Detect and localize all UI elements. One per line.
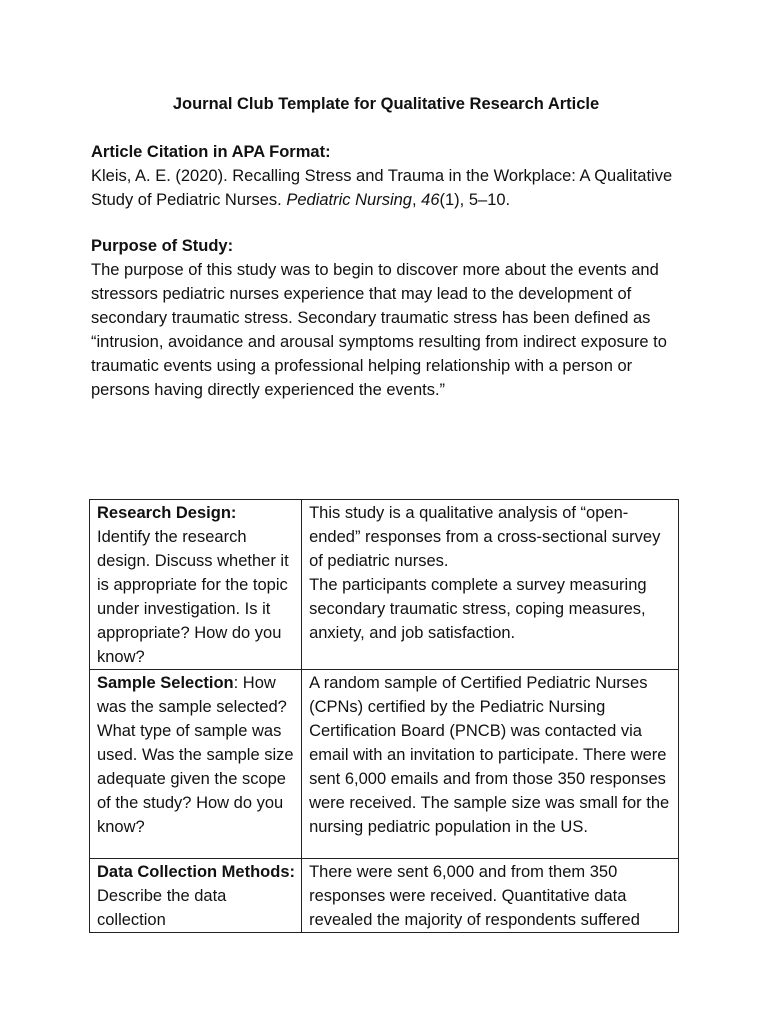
research-design-prompt: Identify the research design. Discuss whether it is appropriate for the topic under investigation. Is it appropriate? How do you know? [97, 528, 289, 666]
citation-journal: Pediatric Nursing [286, 191, 412, 209]
sample-selection-label: Sample Selection [97, 674, 234, 692]
citation-issue-pages: (1), 5–10. [439, 191, 511, 209]
data-collection-label-cell [90, 859, 302, 933]
research-design-answer-1: This study is a qualitative analysis of “open-ended” responses from a cross-sectional survey of pediatric nurses. [309, 504, 661, 570]
table-row [90, 859, 679, 933]
sample-selection-label-cell [90, 670, 302, 859]
research-design-label: Research Design: [97, 504, 237, 522]
data-collection-label: Data Collection Methods: [97, 863, 296, 881]
citation-heading: Article Citation in APA Format: [91, 143, 331, 161]
table-row [90, 670, 679, 859]
purpose-text: The purpose of this study was to begin to discover more about the events and stressors pediatric nurses experience that may lead to the development of secondary traumatic stress. Secondary traumatic stress has been defined as “intrusion, avoidance and arousal symptoms resulting from indirect exposure to traumatic events using a professional helping relationship with a person or persons having directly experienced the events.” [91, 261, 667, 399]
research-design-label-cell [90, 500, 302, 670]
document-page [91, 92, 681, 424]
research-design-answer-cell [302, 500, 679, 670]
data-collection-answer-cell [302, 859, 679, 933]
purpose-section [91, 234, 681, 402]
journal-club-table [89, 499, 679, 933]
sample-selection-answer: A random sample of Certified Pediatric Nurses (CPNs) certified by the Pediatric Nursing Certification Board (PNCB) was contacted via email with an invitation to participate. There were sent 6,000 emails and from those 350 responses were received. The sample size was small for the nursing pediatric population in the US. [309, 674, 670, 836]
citation-section [91, 140, 681, 212]
citation-volume: 46 [421, 191, 440, 209]
sample-selection-prompt: : How was the sample selected? What type of sample was used. Was the sample size adequate given the scope of the study? How do you know? [97, 674, 294, 836]
research-design-answer-2: The participants complete a survey measuring secondary traumatic stress, coping measures, anxiety, and job satisfaction. [309, 576, 647, 642]
sample-selection-answer-cell [302, 670, 679, 859]
data-collection-answer: There were sent 6,000 and from them 350 responses were received. Quantitative data revealed the majority of respondents suffered [309, 863, 640, 929]
citation-authors-title: Kleis, A. E. (2020). Recalling Stress and Trauma in the Workplace: A Qualitative Study of Pediatric Nurses. [91, 167, 673, 209]
purpose-heading: Purpose of Study: [91, 237, 234, 255]
citation-text [91, 164, 681, 212]
citation-comma: , [411, 191, 422, 209]
document-title: Journal Club Template for Qualitative Research Article [172, 95, 600, 113]
data-collection-prompt: Describe the data collection [97, 887, 227, 929]
table-row [90, 500, 679, 670]
